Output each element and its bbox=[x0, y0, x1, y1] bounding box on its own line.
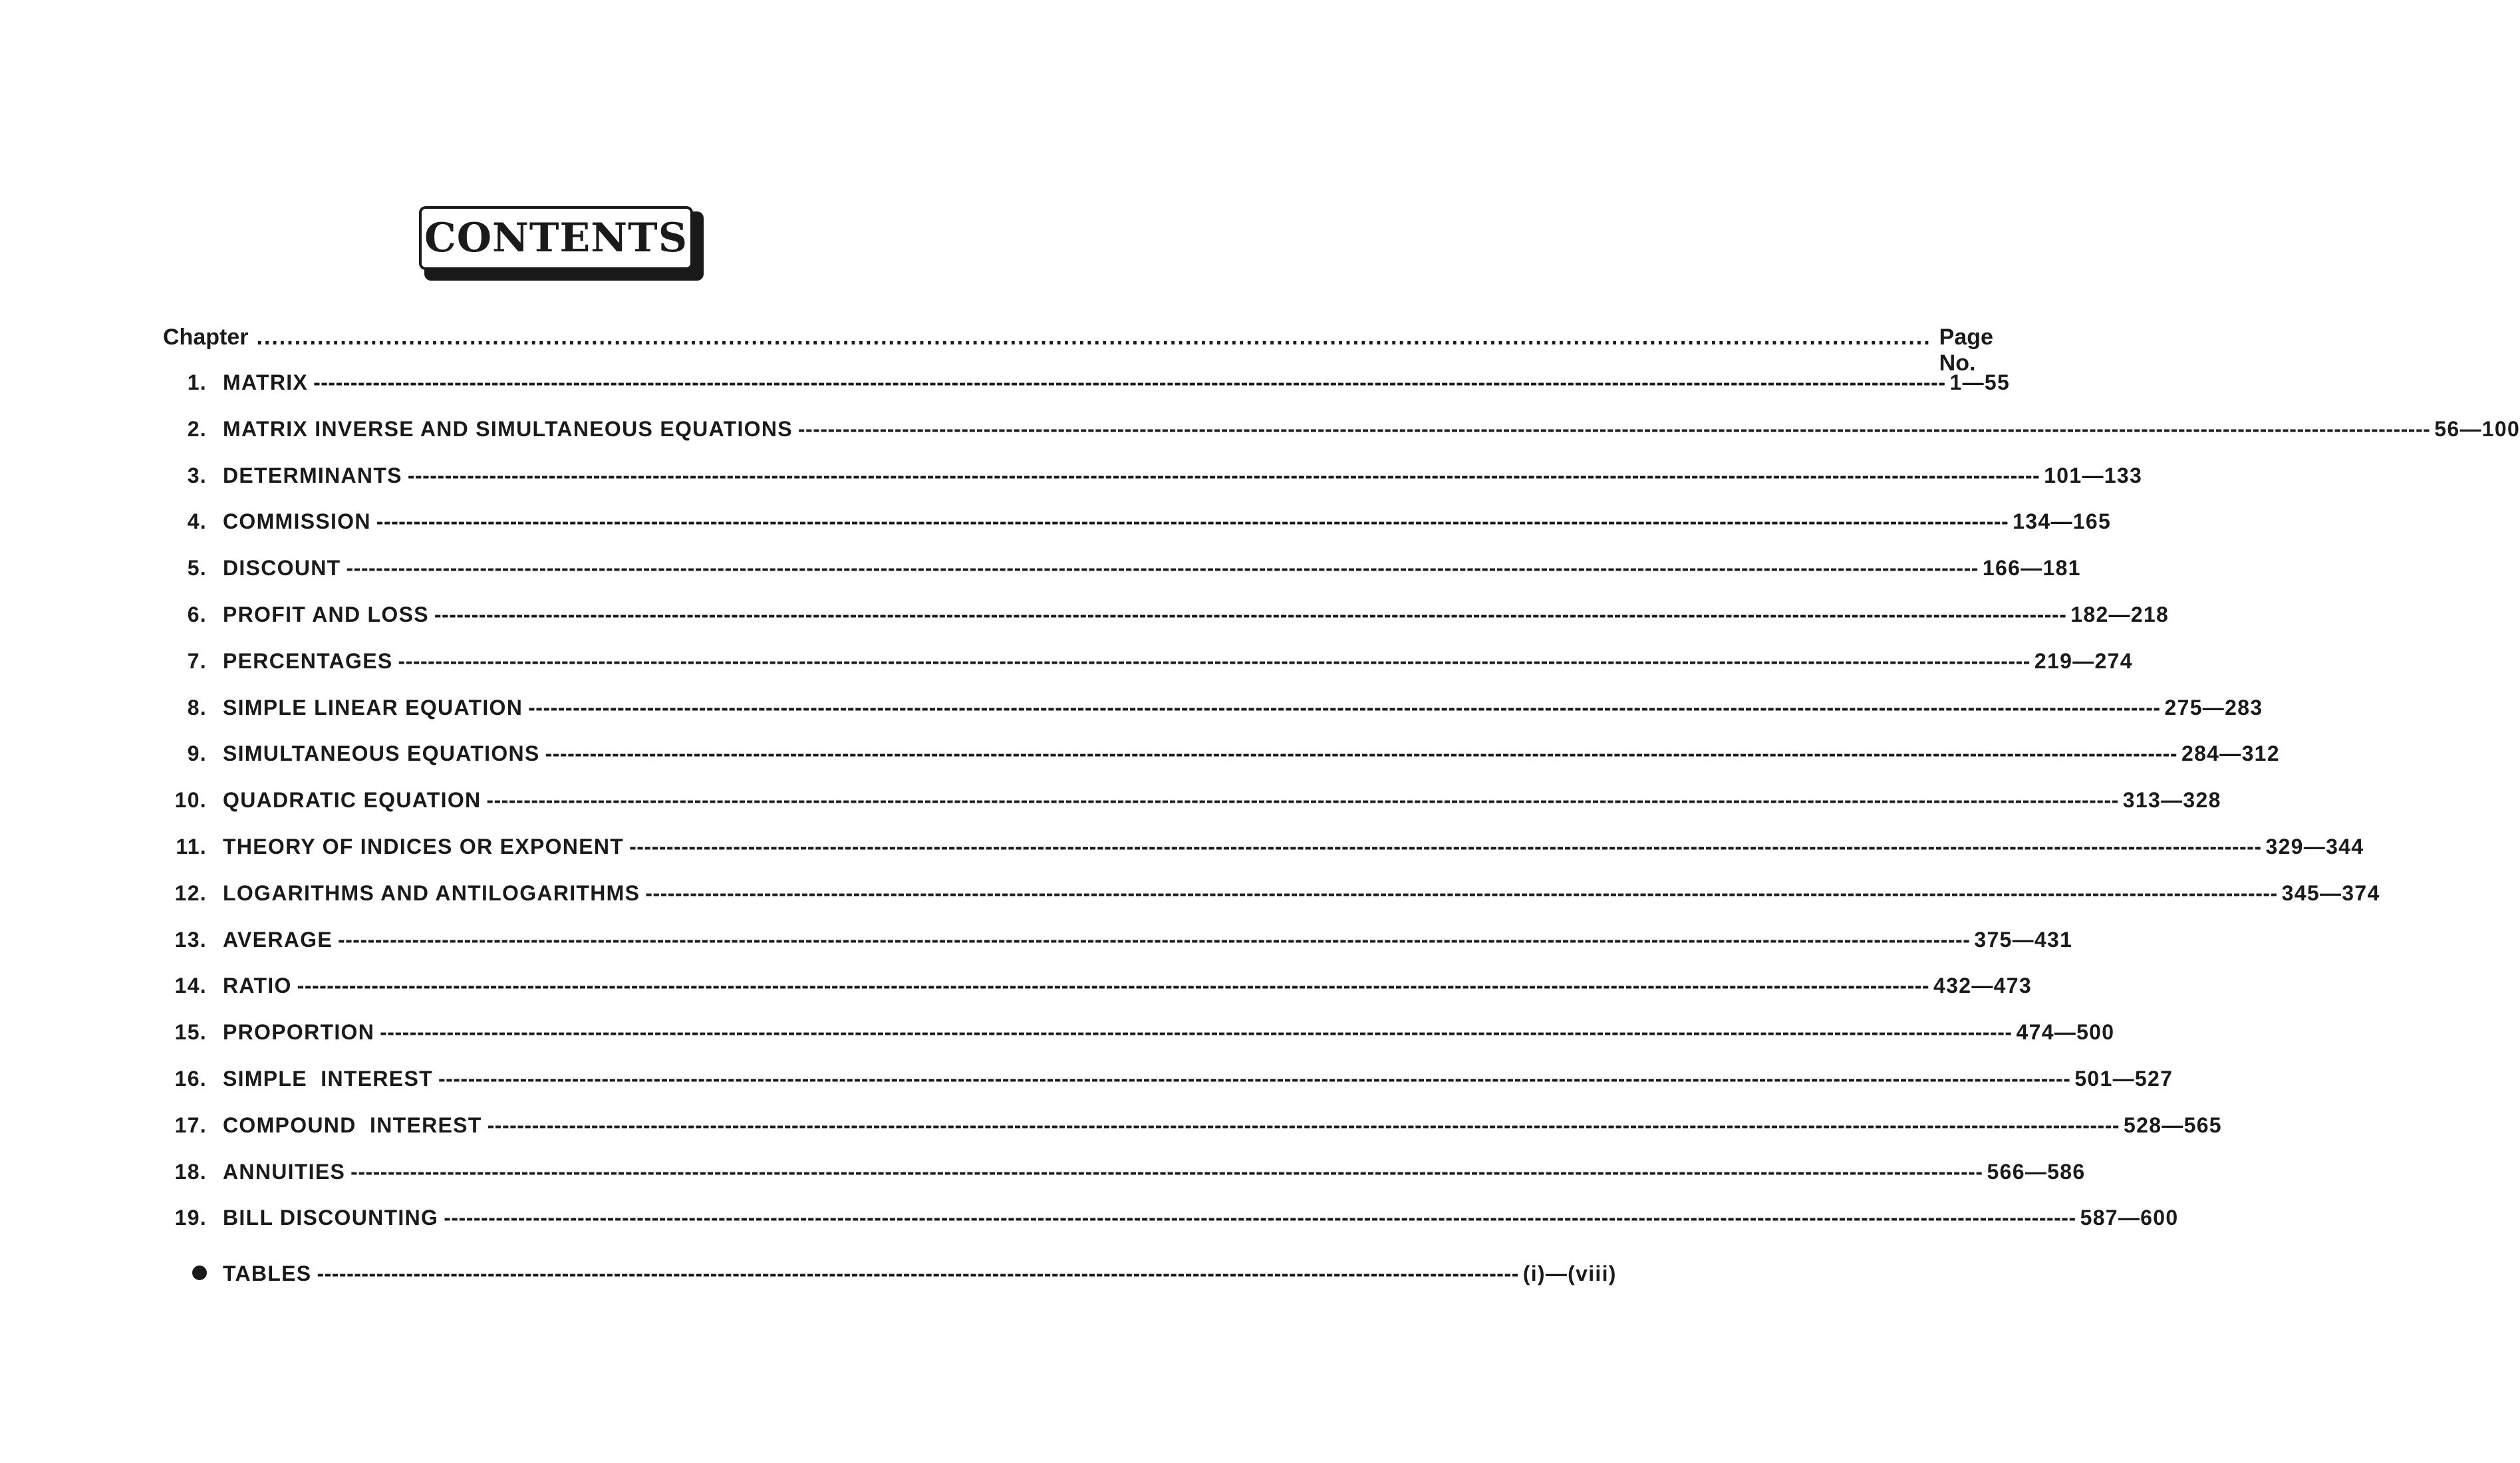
toc-row-number: 15. bbox=[174, 1020, 207, 1044]
toc-row-title: TABLES bbox=[223, 1262, 312, 1285]
chapter-column-label: Chapter bbox=[163, 325, 249, 350]
toc-row[interactable] bbox=[163, 649, 2133, 680]
toc-row-number: 13. bbox=[174, 928, 207, 952]
toc-row[interactable] bbox=[163, 974, 2032, 1004]
toc-row-pages: 1—55 bbox=[1949, 370, 2011, 394]
dash-leader: ---------------------------------------------------------------------------------------------------------------------------------------------------------------------------------------------------------------------------- bbox=[376, 509, 2009, 533]
toc-row-title: THEORY OF INDICES OR EXPONENT bbox=[223, 835, 625, 859]
toc-row-pages: 219—274 bbox=[2034, 649, 2133, 673]
toc-row-title: AVERAGE bbox=[223, 928, 333, 952]
dash-leader: ---------------------------------------------------------------------------------------------------------------------------------------------------------------------------------------------------------------------------- bbox=[629, 835, 2262, 859]
toc-row-number: 12. bbox=[174, 881, 207, 905]
toc-row-title: PERCENTAGES bbox=[223, 649, 393, 673]
toc-row-number: 7. bbox=[187, 649, 207, 673]
toc-row-title: LOGARITHMS AND ANTILOGARITHMS bbox=[223, 881, 640, 905]
toc-row-number: 4. bbox=[187, 509, 207, 533]
dash-leader: ---------------------------------------------------------------------------------------------------------------------------------------------------------------------------------------------------------------------------- bbox=[645, 881, 2278, 905]
toc-row-number: 8. bbox=[187, 696, 207, 720]
toc-row-title: PROPORTION bbox=[223, 1020, 375, 1044]
toc-row[interactable] bbox=[163, 741, 2280, 772]
toc-row-pages: 275—283 bbox=[2164, 696, 2263, 720]
toc-row-number: 3. bbox=[187, 464, 207, 487]
title-box-frame bbox=[419, 206, 693, 270]
toc-row-title: BILL DISCOUNTING bbox=[223, 1206, 439, 1230]
header-dot-leader: ............................................................................................................................................................................................................................ bbox=[256, 325, 1931, 350]
dash-leader: ---------------------------------------------------------------------------------------------------------------------------------------------------------------------------------------------------------------------------- bbox=[337, 928, 1971, 952]
toc-row-pages: 182—218 bbox=[2070, 602, 2170, 626]
toc-row-title: SIMPLE LINEAR EQUATION bbox=[223, 696, 523, 720]
dash-leader: ---------------------------------------------------------------------------------------------------------------------------------------------------------------------------------------------------------------------------- bbox=[438, 1067, 2071, 1091]
toc-row[interactable] bbox=[163, 881, 2380, 912]
toc-row-title: PROFIT AND LOSS bbox=[223, 602, 429, 626]
dash-leader: ---------------------------------------------------------------------------------------------------------------------------------------------------------------------------------------------------------------------------- bbox=[487, 1113, 2120, 1137]
toc-row-number: 10. bbox=[174, 788, 207, 812]
toc-row-number: 11. bbox=[176, 835, 207, 859]
dash-leader: ---------------------------------------------------------------------------------------------------------------------------------------------------------------------------------------------------------------------------- bbox=[434, 602, 2067, 626]
toc-row-number: 5. bbox=[187, 556, 207, 580]
dash-leader: ---------------------------------------------------------------------------------------------------------------------------------------------------------------------------------------------------------------------------- bbox=[486, 788, 2119, 812]
dash-leader: ---------------------------------------------------------------------------------------------------------------------------------------------------------------------------------------------------------------------------- bbox=[528, 696, 2161, 720]
toc-row[interactable] bbox=[163, 556, 2081, 587]
dash-leader: ---------------------------------------------------------------------------------------------------------------------------------------------------------------------------------------------------------------------------- bbox=[398, 649, 2030, 673]
dash-leader: ---------------------------------------------------------------------------------------------------------------------------------------------------------------------------------------------------------------------------- bbox=[313, 370, 1946, 394]
toc-row-pages: 166—181 bbox=[1982, 556, 2081, 580]
toc-row[interactable] bbox=[163, 602, 2170, 633]
toc-row-pages: 329—344 bbox=[2265, 835, 2364, 859]
dash-leader: ---------------------------------------------------------------------------------------------------------------------------------------------------------------------------------------------------------------------------- bbox=[350, 1160, 1983, 1184]
toc-row[interactable] bbox=[163, 509, 2112, 540]
page-column-label: Page No. bbox=[1939, 325, 1993, 376]
toc-row-pages: 566—586 bbox=[1987, 1160, 2086, 1184]
toc-row-pages: 56—100 bbox=[2434, 417, 2520, 441]
toc-row-title: QUADRATIC EQUATION bbox=[223, 788, 482, 812]
toc-row-title: COMPOUND INTEREST bbox=[223, 1113, 482, 1137]
toc-row-pages: 134—165 bbox=[2013, 509, 2112, 533]
toc-row[interactable] bbox=[163, 788, 2221, 819]
toc-row-title: ANNUITIES bbox=[223, 1160, 346, 1184]
toc-row[interactable] bbox=[163, 928, 2073, 958]
toc-row-pages: 528—565 bbox=[2124, 1113, 2222, 1137]
toc-row-pages: 375—431 bbox=[1974, 928, 2073, 952]
toc-row-title: SIMULTANEOUS EQUATIONS bbox=[223, 741, 540, 765]
toc-row-number: 18. bbox=[174, 1160, 207, 1184]
toc-row-title: MATRIX INVERSE AND SIMULTANEOUS EQUATIONS bbox=[223, 417, 793, 441]
dash-leader: ---------------------------------------------------------------------------------------------------------------------------------------------------------------------------------------------------------------------------- bbox=[346, 556, 1979, 580]
toc-header-row bbox=[163, 325, 1993, 376]
toc-row[interactable] bbox=[163, 1067, 2173, 1097]
toc-row-number: 19. bbox=[174, 1206, 207, 1230]
toc-row-number: 14. bbox=[174, 974, 207, 998]
toc-row-title: DETERMINANTS bbox=[223, 464, 402, 487]
dash-leader: ---------------------------------------------------------------------------------------------------------------------------------------------------------------------------------------------------------------------------- bbox=[444, 1206, 2076, 1230]
toc-row[interactable] bbox=[163, 835, 2364, 865]
dash-leader: ---------------------------------------------------------------------------------------------------------------------------------------------------------------------------------------------------------------------------- bbox=[407, 464, 2040, 487]
page-title: CONTENTS bbox=[424, 215, 688, 261]
toc-row-number: 2. bbox=[187, 417, 207, 441]
toc-row[interactable] bbox=[163, 370, 2011, 401]
toc-row[interactable] bbox=[163, 464, 2143, 494]
toc-row[interactable] bbox=[163, 417, 2520, 448]
toc-row[interactable] bbox=[163, 1160, 2086, 1190]
toc-row-number: 17. bbox=[174, 1113, 207, 1137]
toc-row-title: COMMISSION bbox=[223, 509, 371, 533]
dash-leader: ---------------------------------------------------------------------------------------------------------------------------------------------------------------------------------------------------------------------------- bbox=[545, 741, 2177, 765]
contents-title-box bbox=[419, 206, 704, 281]
bullet-icon bbox=[163, 1262, 207, 1286]
toc-row-number: 1. bbox=[187, 370, 207, 394]
toc-row-title: SIMPLE INTEREST bbox=[223, 1067, 433, 1091]
toc-row-pages: 284—312 bbox=[2181, 741, 2280, 765]
toc-row[interactable] bbox=[163, 1020, 2115, 1051]
toc-row[interactable] bbox=[163, 1206, 2179, 1236]
toc-row-number: 9. bbox=[187, 741, 207, 765]
toc-row-title: MATRIX bbox=[223, 370, 309, 394]
toc-row-number: 6. bbox=[187, 602, 207, 626]
toc-row[interactable] bbox=[163, 1113, 2222, 1144]
toc-row-pages: 432—473 bbox=[1933, 974, 2032, 998]
toc-row-pages: (i)—(viii) bbox=[1522, 1262, 1617, 1285]
dash-leader: ------------------------------------------------------------------------------------------------------------------------------------------------------------------ bbox=[317, 1262, 1519, 1285]
toc-row-tables[interactable] bbox=[163, 1262, 1617, 1292]
toc-row[interactable] bbox=[163, 696, 2263, 726]
toc-row-pages: 313—328 bbox=[2122, 788, 2221, 812]
toc-row-pages: 587—600 bbox=[2080, 1206, 2179, 1230]
toc-row-title: DISCOUNT bbox=[223, 556, 341, 580]
toc-row-title: RATIO bbox=[223, 974, 292, 998]
dash-leader: ---------------------------------------------------------------------------------------------------------------------------------------------------------------------------------------------------------------------------- bbox=[297, 974, 1930, 998]
toc-row-number: 16. bbox=[174, 1067, 207, 1091]
toc-row-pages: 474—500 bbox=[2016, 1020, 2115, 1044]
dash-leader: ---------------------------------------------------------------------------------------------------------------------------------------------------------------------------------------------------------------------------- bbox=[380, 1020, 2013, 1044]
toc-row-pages: 501—527 bbox=[2074, 1067, 2173, 1091]
toc-row-pages: 345—374 bbox=[2281, 881, 2380, 905]
toc-row-pages: 101—133 bbox=[2044, 464, 2143, 487]
dash-leader: ---------------------------------------------------------------------------------------------------------------------------------------------------------------------------------------------------------------------------- bbox=[797, 417, 2431, 441]
